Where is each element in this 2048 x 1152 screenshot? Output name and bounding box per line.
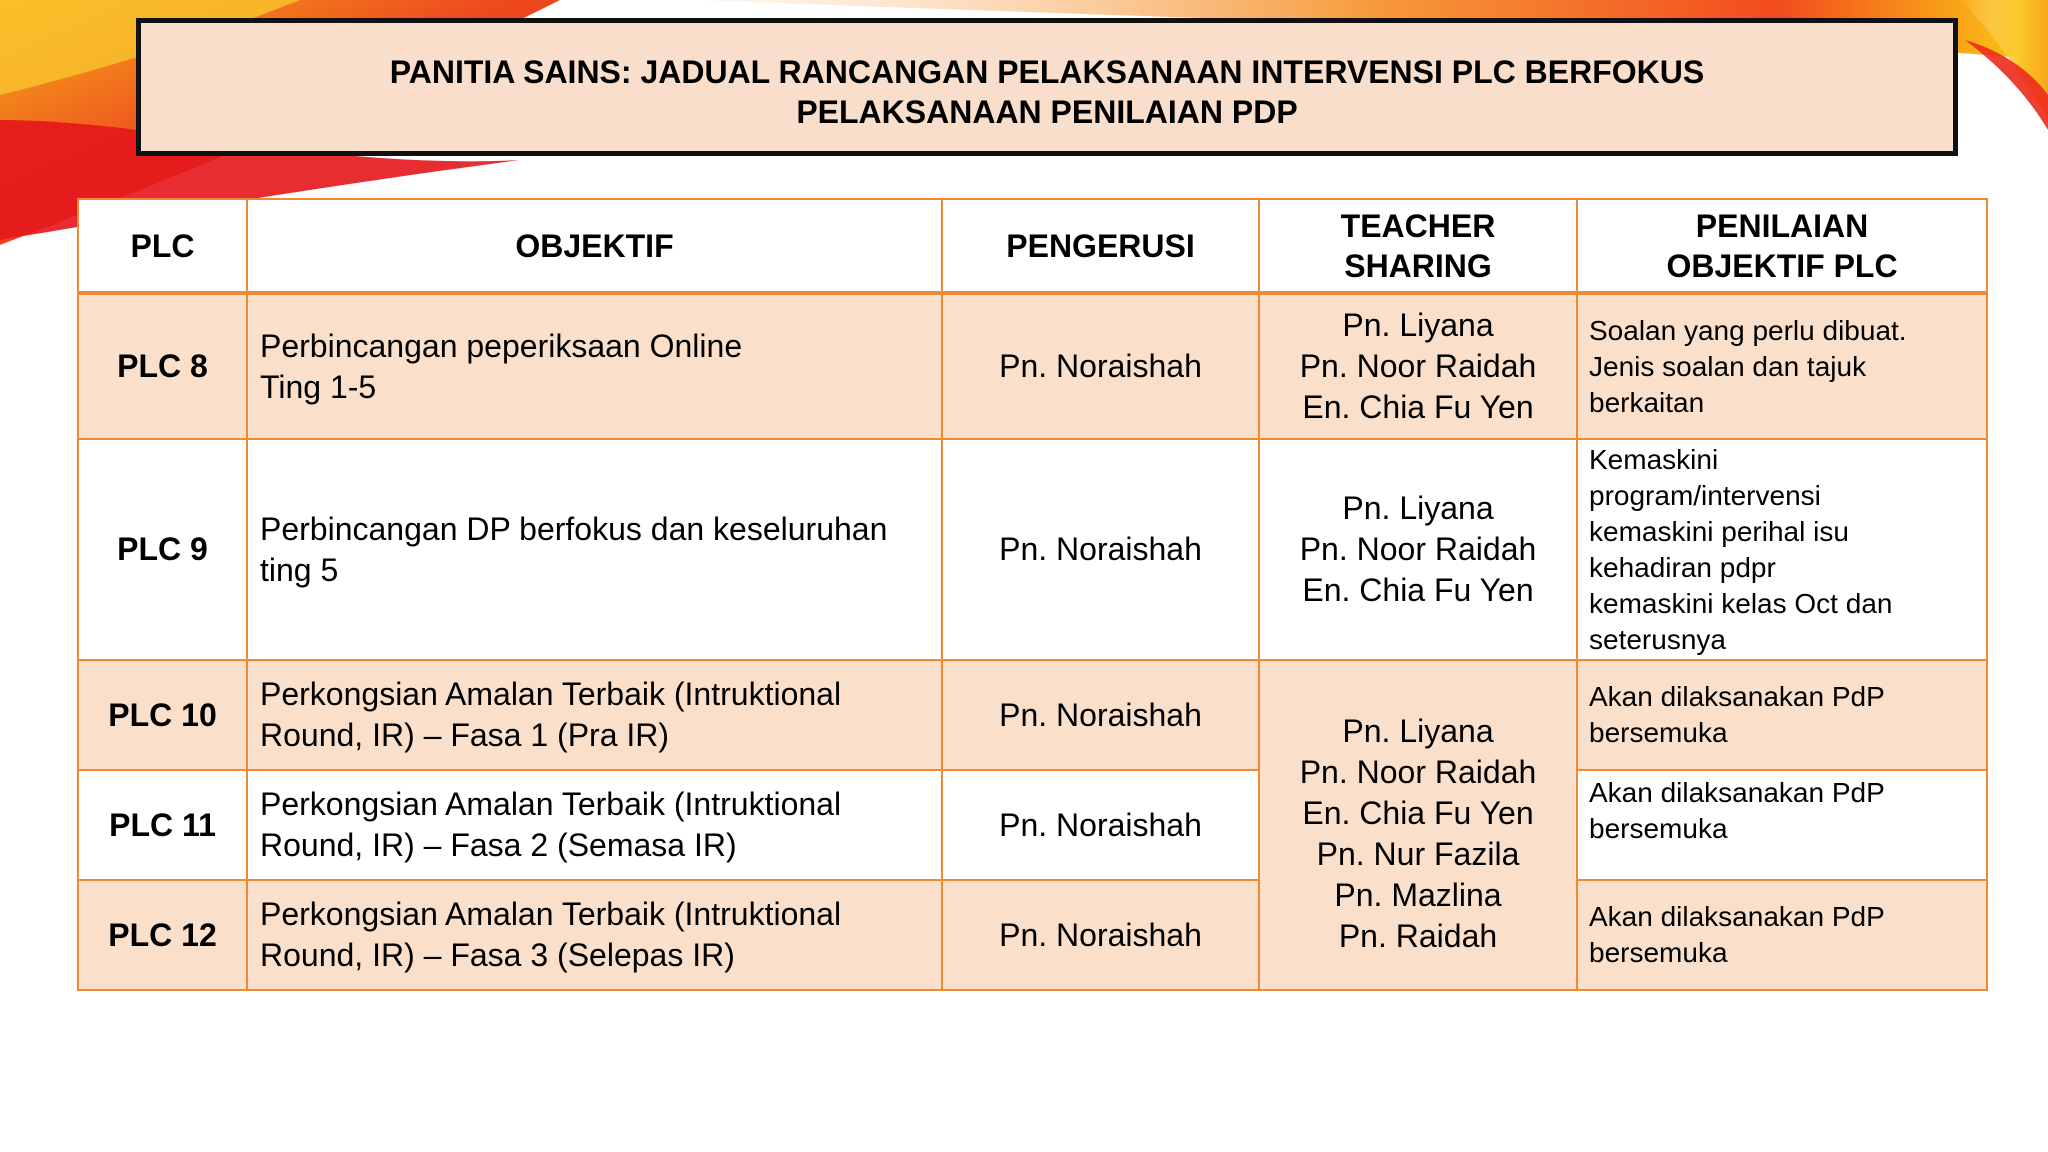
sharing-name: Pn. Liyana [1342,490,1494,526]
table-header-row [78,199,1987,293]
title-line-1: PANITIA SAINS: JADUAL RANCANGAN PELAKSANAAN INTERVENSI PLC BERFOKUS [389,54,1705,90]
sharing-name: Pn. Liyana [1342,713,1494,749]
penilaian-line: seterusnya [1589,623,1726,655]
penilaian-line: Akan dilaksanakan PdP [1589,681,1885,712]
plc-cell: PLC 9 [78,439,247,660]
sharing-name: Pn. Noor Raidah [1299,348,1537,384]
penilaian-line: kemaskini perihal isu [1589,515,1849,547]
objektif-line: Perkongsian Amalan Terbaik (Intruktional [260,676,842,712]
sharing-cell [1259,293,1577,439]
sharing-name: Pn. Raidah [1338,918,1498,954]
table-row [78,293,1987,439]
header-penilaian-line: PENILAIAN [1695,207,1869,244]
pengerusi-cell: Pn. Noraishah [942,660,1259,770]
sharing-name: Pn. Nur Fazila [1316,836,1520,872]
plc-cell: PLC 11 [78,770,247,880]
pengerusi-cell: Pn. Noraishah [942,880,1259,990]
plc-schedule-table [77,198,1988,991]
sharing-name: Pn. Liyana [1342,307,1494,343]
penilaian-cell [1577,293,1987,439]
sharing-name: Pn. Mazlina [1334,877,1502,913]
objektif-line: ting 5 [260,551,339,588]
penilaian-line: kehadiran pdpr [1589,551,1776,583]
sharing-name: En. Chia Fu Yen [1302,389,1534,425]
plc-cell: PLC 8 [78,293,247,439]
objektif-line: Perkongsian Amalan Terbaik (Intruktional [260,896,842,932]
objektif-cell [247,293,942,439]
objektif-cell [247,770,942,880]
penilaian-cell [1577,660,1987,770]
table-row [78,880,1987,990]
penilaian-cell [1577,439,1987,660]
objektif-line: Round, IR) – Fasa 3 (Selepas IR) [260,937,735,973]
objektif-line: Perbincangan peperiksaan Online [260,327,743,364]
sharing-name: Pn. Noor Raidah [1299,754,1537,790]
header-pengerusi: PENGERUSI [942,199,1259,293]
penilaian-line: Akan dilaksanakan PdP [1589,901,1885,932]
header-teacher-sharing [1259,199,1577,293]
sharing-cell [1259,439,1577,660]
objektif-line: Ting 1-5 [260,368,377,405]
objektif-cell [247,880,942,990]
penilaian-line: program/intervensi [1589,479,1821,511]
penilaian-line: bersemuka [1589,813,1728,844]
penilaian-line: Kemaskini [1589,443,1719,475]
pengerusi-cell: Pn. Noraishah [942,770,1259,880]
penilaian-line: Soalan yang perlu dibuat. [1589,314,1907,346]
sharing-name: En. Chia Fu Yen [1302,795,1534,831]
penilaian-line: bersemuka [1589,937,1728,968]
penilaian-line: berkaitan [1589,386,1705,418]
header-objektif: OBJEKTIF [247,199,942,293]
header-penilaian-line: OBJEKTIF PLC [1666,247,1898,284]
sharing-name: Pn. Noor Raidah [1299,531,1537,567]
objektif-line: Perkongsian Amalan Terbaik (Intruktional [260,786,842,822]
objektif-cell [247,439,942,660]
header-penilaian [1577,199,1987,293]
penilaian-cell [1577,770,1987,880]
header-plc: PLC [78,199,247,293]
sharing-name: En. Chia Fu Yen [1302,572,1534,608]
objektif-line: Round, IR) – Fasa 1 (Pra IR) [260,717,670,753]
objektif-cell [247,660,942,770]
pengerusi-cell: Pn. Noraishah [942,439,1259,660]
title-box [136,18,1958,156]
penilaian-line: kemaskini kelas Oct dan [1589,587,1893,619]
penilaian-line: Akan dilaksanakan PdP [1589,777,1885,808]
plc-cell: PLC 12 [78,880,247,990]
penilaian-line: bersemuka [1589,717,1728,748]
plc-cell: PLC 10 [78,660,247,770]
penilaian-line: Jenis soalan dan tajuk [1589,350,1867,382]
pengerusi-cell: Pn. Noraishah [942,293,1259,439]
header-teacher-sharing-line: SHARING [1344,247,1492,284]
penilaian-cell [1577,880,1987,990]
shared-sharing-cell [1259,660,1577,990]
table-row [78,439,1987,660]
header-teacher-sharing-line: TEACHER [1340,207,1496,244]
title-line-2: PELAKSANAAN PENILAIAN PDP [796,94,1298,130]
table-row [78,770,1987,880]
objektif-line: Round, IR) – Fasa 2 (Semasa IR) [260,827,737,863]
table-row [78,660,1987,770]
objektif-line: Perbincangan DP berfokus dan keseluruhan [260,510,888,547]
